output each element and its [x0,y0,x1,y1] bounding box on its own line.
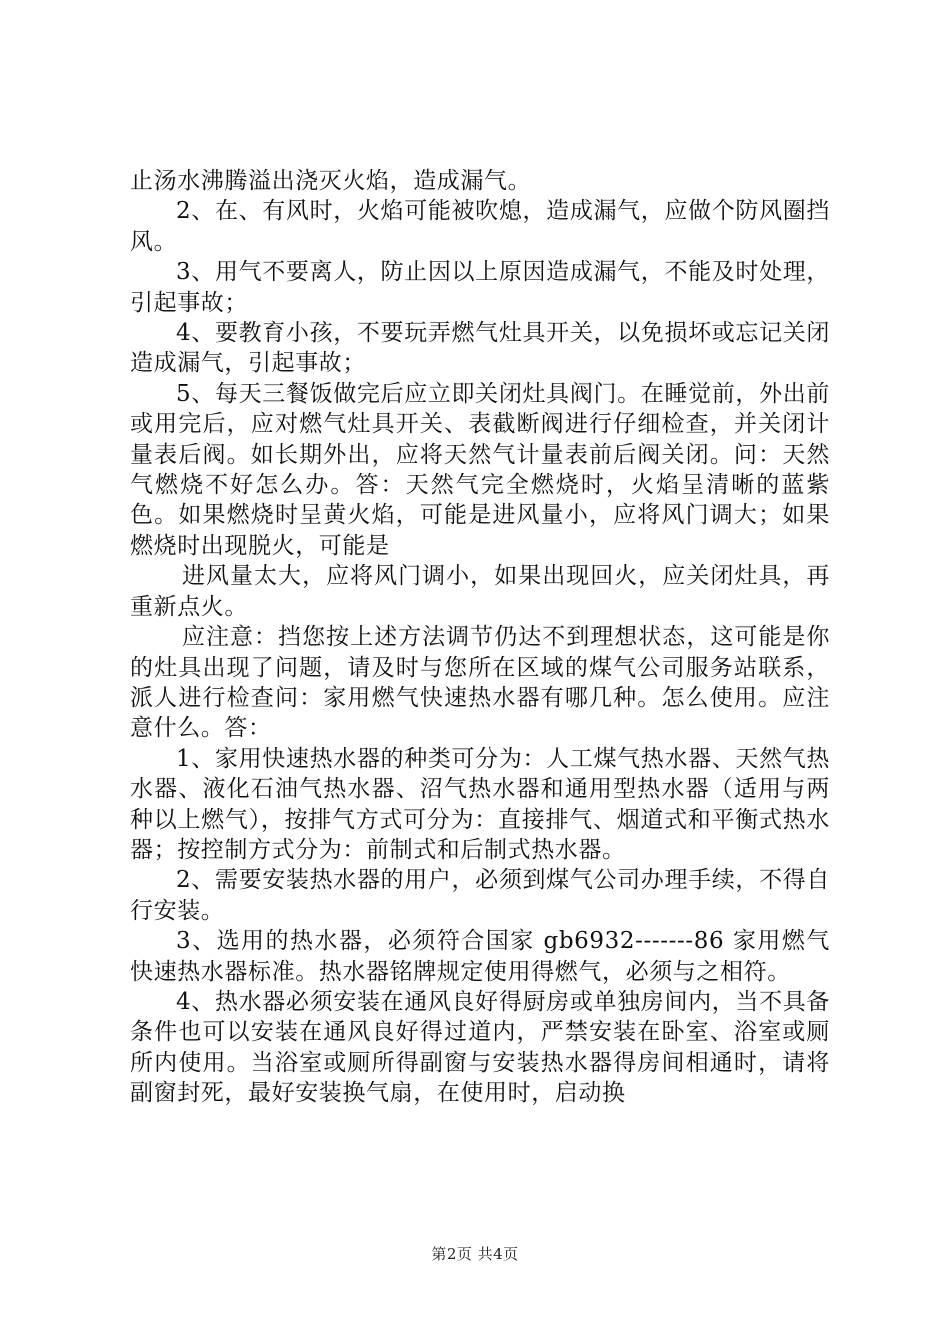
paragraph-6: 进风量太大，应将风门调小，如果出现回火，应关闭灶具，再重新点火。 [130,563,830,620]
paragraph-5: 5、每天三餐饭做完后应立即关闭灶具阀门。在睡觉前，外出前或用完后，应对燃气灶具开关、表截断阀进行仔细检查，并关闭计量表后阀。如长期外出，应将天然气计量表前后阀关闭。问：天然气燃烧不好怎么办。答：天然气完全燃烧时，火焰呈清晰的蓝紫色。如果燃烧时呈黄火焰，可能是进风量小，应将风门调大；如果燃烧时出现脱火，可能是 [130,380,830,559]
paragraph-4: 4、要教育小孩，不要玩弄燃气灶具开关，以免损坏或忘记关闭造成漏气，引起事故； [130,320,830,377]
paragraph-2: 2、在、有风时，火焰可能被吹熄，造成漏气，应做个防风圈挡风。 [130,198,830,255]
paragraph-9: 2、需要安装热水器的用户，必须到煤气公司办理手续，不得自行安装。 [130,867,830,924]
paragraph-3: 3、用气不要离人，防止因以上原因造成漏气，不能及时处理，引起事故； [130,259,830,316]
paragraph-8: 1、家用快速热水器的种类可分为：人工煤气热水器、天然气热水器、液化石油气热水器、沼气热水器和通用型热水器（适用与两种以上燃气），按排气方式可分为：直接排气、烟道式和平衡式热水器；按控制方式分为：前制式和后制式热水器。 [130,745,830,863]
paragraph-10: 3、选用的热水器，必须符合国家 gb6932-------86 家用燃气快速热水器标准。热水器铭牌规定使用得燃气，必须与之相符。 [130,928,830,985]
paragraph-11: 4、热水器必须安装在通风良好得厨房或单独房间内，当不具备条件也可以安装在通风良好得过道内，严禁安装在卧室、浴室或厕所内使用。当浴室或厕所得副窗与安装热水器得房间相通时，请将副窗封死，最好安装换气扇，在使用时，启动换 [130,988,830,1107]
document-body [130,166,830,1109]
paragraph-1: 止汤水沸腾溢出浇灭火焰，造成漏气。 [130,168,532,194]
paragraph-7: 应注意：挡您按上述方法调节仍达不到理想状态，这可能是你的灶具出现了问题，请及时与您所在区域的煤气公司服务站联系，派人进行检查问：家用燃气快速热水器有哪几种。怎么使用。应注意什么。答： [130,624,830,742]
page-number-footer: 第2页 共4页 [431,1245,519,1263]
